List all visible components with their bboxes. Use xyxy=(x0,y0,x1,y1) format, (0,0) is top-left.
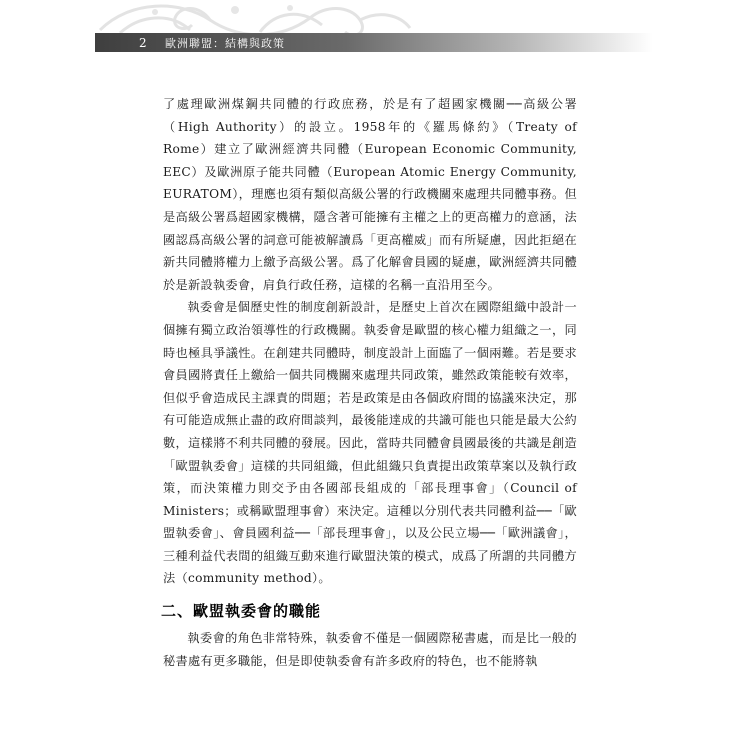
paragraph: 執委會的角色非常特殊，執委會不僅是一個國際秘書處，而是比一般的秘書處有更多職能，但是即使執委會有許多政府的特色，也不能將執 xyxy=(163,631,577,668)
body-text xyxy=(163,93,577,672)
paragraph: 執委會是個歷史性的制度創新設計，是歷史上首次在國際組織中設計一個擁有獨立政治領導性的行政機關。執委會是歐盟的核心權力組織之一，同時也極具爭議性。在創建共同體時，制度設計上面臨了一個兩難。若是要求會員國將責任上繳給一個共同機關來處理共同政策，雖然政策能較有效率，但似乎會造成民主課責的問題；若是政策是由各個政府間的協議來決定，那有可能造成無止盡的政府間談判，最後能達成的共識可能也只能是最大公約數，這樣將不利共同體的發展。因此，當時共同體會員國最後的共識是創造「歐盟執委會」這樣的共同組織，但此組織只負責提出政策草案以及執行政策，而決策權力則交予由各國部長組成的「部長理事會」（Council of Ministers；或稱歐盟理事會）來決定。這種以分別代表共同體利益──「歐盟執委會」、會員國利益──「部長理事會」，以及公民立場──「歐洲議會」，三種利益代表間的組織互動來進行歐盟決策的模式，成爲了所謂的共同體方法（community method）。 xyxy=(163,300,577,586)
section-heading: 二、歐盟執委會的職能 xyxy=(161,602,322,621)
running-header xyxy=(95,33,653,52)
chapter-title: 歐洲聯盟：結構與政策 xyxy=(165,36,285,50)
paragraph-continued: 了處理歐洲煤鋼共同體的行政庶務，於是有了超國家機關──高級公署（High Authority）的設立。1958年的《羅馬條約》（Treaty of Rome）建立了歐洲經濟共同體（European Economic Community, EEC）及歐洲原子能共同體（European Atomic Energy Community, EURATOM），理應也須有類似高級公署的行政機關來處理共同體事務。但是高級公署爲超國家機構，隱含著可能擁有主權之上的更高權力的意涵，法國認爲高級公署的詞意可能被解讀爲「更高權威」而有所疑慮，因此拒絕在新共同體將權力上繳予高級公署。爲了化解會員國的疑慮，歐洲經濟共同體於是新設執委會，肩負行政任務，這樣的名稱一直沿用至今。 xyxy=(163,97,577,292)
page-number: 2 xyxy=(139,35,147,50)
